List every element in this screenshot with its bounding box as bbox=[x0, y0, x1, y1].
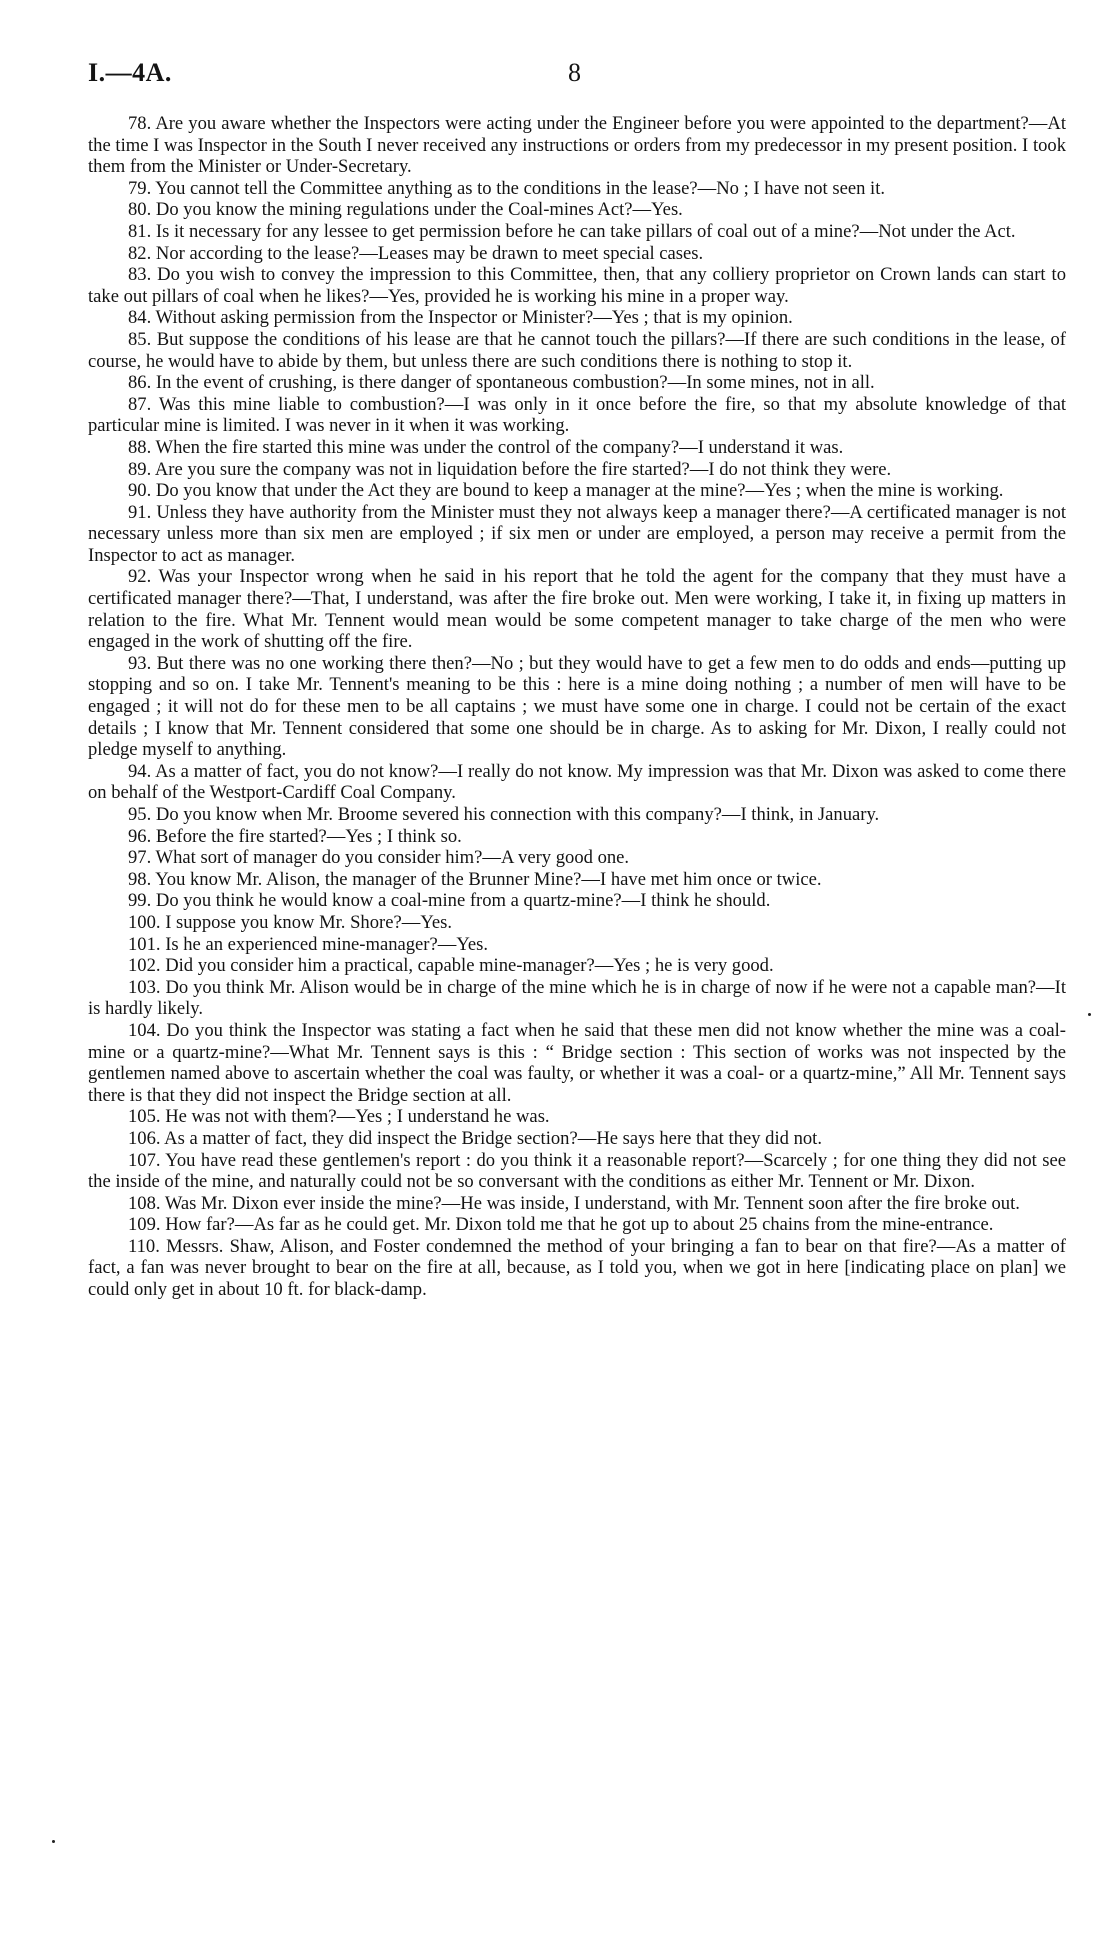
question-105: 105. He was not with them?—Yes ; I understand he was. bbox=[128, 1106, 550, 1128]
evidence-text bbox=[88, 113, 1066, 1301]
question-78: 78. Are you aware whether the Inspectors were acting under the Engineer before you were appointed to the department?—At the time I was Inspector in the South I never received any instructions or orders from my predecessor in my present position. I took them from the Minister or Under-Secretary. bbox=[88, 113, 1066, 178]
question-94: 94. As a matter of fact, you do not know?—I really do not know. My impression was that Mr. Dixon was asked to come there on behalf of the Westport-Cardiff Coal Company. bbox=[88, 760, 1066, 804]
question-87: 87. Was this mine liable to combustion?—I was only in it once before the fire, so that my absolute knowledge of that particular mine is limited. I was never in it when it was working. bbox=[88, 393, 1066, 437]
question-89: 89. Are you sure the company was not in liquidation before the fire started?—I do not think they were. bbox=[128, 458, 892, 480]
question-110: 110. Messrs. Shaw, Alison, and Foster condemned the method of your bringing a fan to bear on that fire?—As a matter of fact, a fan was never brought to bear on the fire at all, because, as I told you, when we got in here [indicating place on plan] we could only get in about 10 ft. for black-damp. bbox=[88, 1235, 1066, 1301]
question-93: 93. But there was no one working there then?—No ; but they would have to get a few men to do odds and ends—putting up stopping and so on. I take Mr. Tennent's meaning to be this : here is a mine doing nothing ; a number of men will have to be engaged ; it will not do for these men to be all captains ; we must have some one in charge. I could not be certain of the exact details ; I know that Mr. Tennent considered that some one should be in charge. As to asking for Mr. Dixon, I really could not pledge myself to anything. bbox=[88, 652, 1066, 761]
question-91: 91. Unless they have authority from the Minister must they not always keep a manager there?—A certificated manager is not necessary unless more than six men are employed ; if six men or under are employed, a person may receive a permit from the Inspector to act as manager. bbox=[88, 501, 1066, 566]
question-102: 102. Did you consider him a practical, capable mine-manager?—Yes ; he is very good. bbox=[128, 955, 774, 977]
question-96: 96. Before the fire started?—Yes ; I think so. bbox=[128, 825, 462, 847]
question-81: 81. Is it necessary for any lessee to get permission before he can take pillars of coal out of a mine?—Not under the Act. bbox=[128, 220, 1016, 242]
question-107: 107. You have read these gentlemen's report : do you think it a reasonable report?—Scarcely ; for one thing they did not see the inside of the mine, and naturally could not be so conversant with the conditions as either Mr. Tennent or Mr. Dixon. bbox=[88, 1149, 1066, 1193]
question-103: 103. Do you think Mr. Alison would be in charge of the mine which he is in charge of now if he were not a capable man?—It is hardly likely. bbox=[88, 976, 1066, 1020]
question-79: 79. You cannot tell the Committee anything as to the conditions in the lease?—No ; I have not seen it. bbox=[128, 177, 886, 199]
document-reference: I.—4A. bbox=[88, 58, 172, 87]
question-108: 108. Was Mr. Dixon ever inside the mine?—He was inside, I understand, with Mr. Tennent soon after the fire broke out. bbox=[128, 1192, 1020, 1214]
question-98: 98. You know Mr. Alison, the manager of the Brunner Mine?—I have met him once or twice. bbox=[128, 868, 822, 890]
question-100: 100. I suppose you know Mr. Shore?—Yes. bbox=[128, 911, 453, 933]
page-number: 8 bbox=[568, 58, 581, 87]
question-84: 84. Without asking permission from the Inspector or Minister?—Yes ; that is my opinion. bbox=[128, 307, 793, 329]
print-speck bbox=[1088, 1013, 1091, 1016]
page-header bbox=[64, 58, 1064, 88]
question-82: 82. Nor according to the lease?—Leases may be drawn to meet special cases. bbox=[128, 242, 704, 264]
question-90: 90. Do you know that under the Act they are bound to keep a manager at the mine?—Yes ; when the mine is working. bbox=[128, 480, 1004, 502]
question-99: 99. Do you think he would know a coal-mine from a quartz-mine?—I think he should. bbox=[128, 890, 771, 912]
question-92: 92. Was your Inspector wrong when he said in his report that he told the agent for the company that they must have a certificated manager there?—That, I understand, was after the fire broke out. Men were working, I take it, in fixing up matters in relation to the fire. What Mr. Tennent would mean would be some competent manager to take charge of the men who were engaged in the work of shutting off the fire. bbox=[88, 566, 1066, 653]
question-95: 95. Do you know when Mr. Broome severed his connection with this company?—I think, in January. bbox=[128, 804, 880, 825]
question-85: 85. But suppose the conditions of his lease are that he cannot touch the pillars?—If there are such conditions in the lease, of course, he would have to abide by them, but unless there are such conditions there is nothing to stop it. bbox=[88, 328, 1066, 372]
question-86: 86. In the event of crushing, is there danger of spontaneous combustion?—In some mines, not in all. bbox=[128, 372, 875, 394]
question-104: 104. Do you think the Inspector was stating a fact when he said that these men did not know whether the mine was a coal-mine or a quartz-mine?—What Mr. Tennent says is this : “ Bridge section : This section of works was not inspected by the gentlemen named above to ascertain whether the coal was faulty, or whether it was a coal- or a quartz-mine,” All Mr. Tennent says there is that they did not inspect the Bridge section at all. bbox=[88, 1019, 1066, 1106]
question-97: 97. What sort of manager do you consider him?—A very good one. bbox=[128, 847, 630, 869]
question-80: 80. Do you know the mining regulations under the Coal-mines Act?—Yes. bbox=[128, 199, 683, 221]
print-speck bbox=[52, 1840, 55, 1843]
question-109: 109. How far?—As far as he could get. Mr. Dixon told me that he got up to about 25 chains from the mine-entrance. bbox=[128, 1214, 994, 1236]
question-83: 83. Do you wish to convey the impression to this Committee, then, that any colliery proprietor on Crown lands can start to take out pillars of coal when he likes?—Yes, provided he is working his mine in a proper way. bbox=[88, 264, 1066, 307]
question-88: 88. When the fire started this mine was under the control of the company?—I understand it was. bbox=[128, 436, 844, 458]
question-106: 106. As a matter of fact, they did inspect the Bridge section?—He says here that they did not. bbox=[128, 1127, 822, 1149]
question-101: 101. Is he an experienced mine-manager?—Yes. bbox=[128, 933, 489, 955]
